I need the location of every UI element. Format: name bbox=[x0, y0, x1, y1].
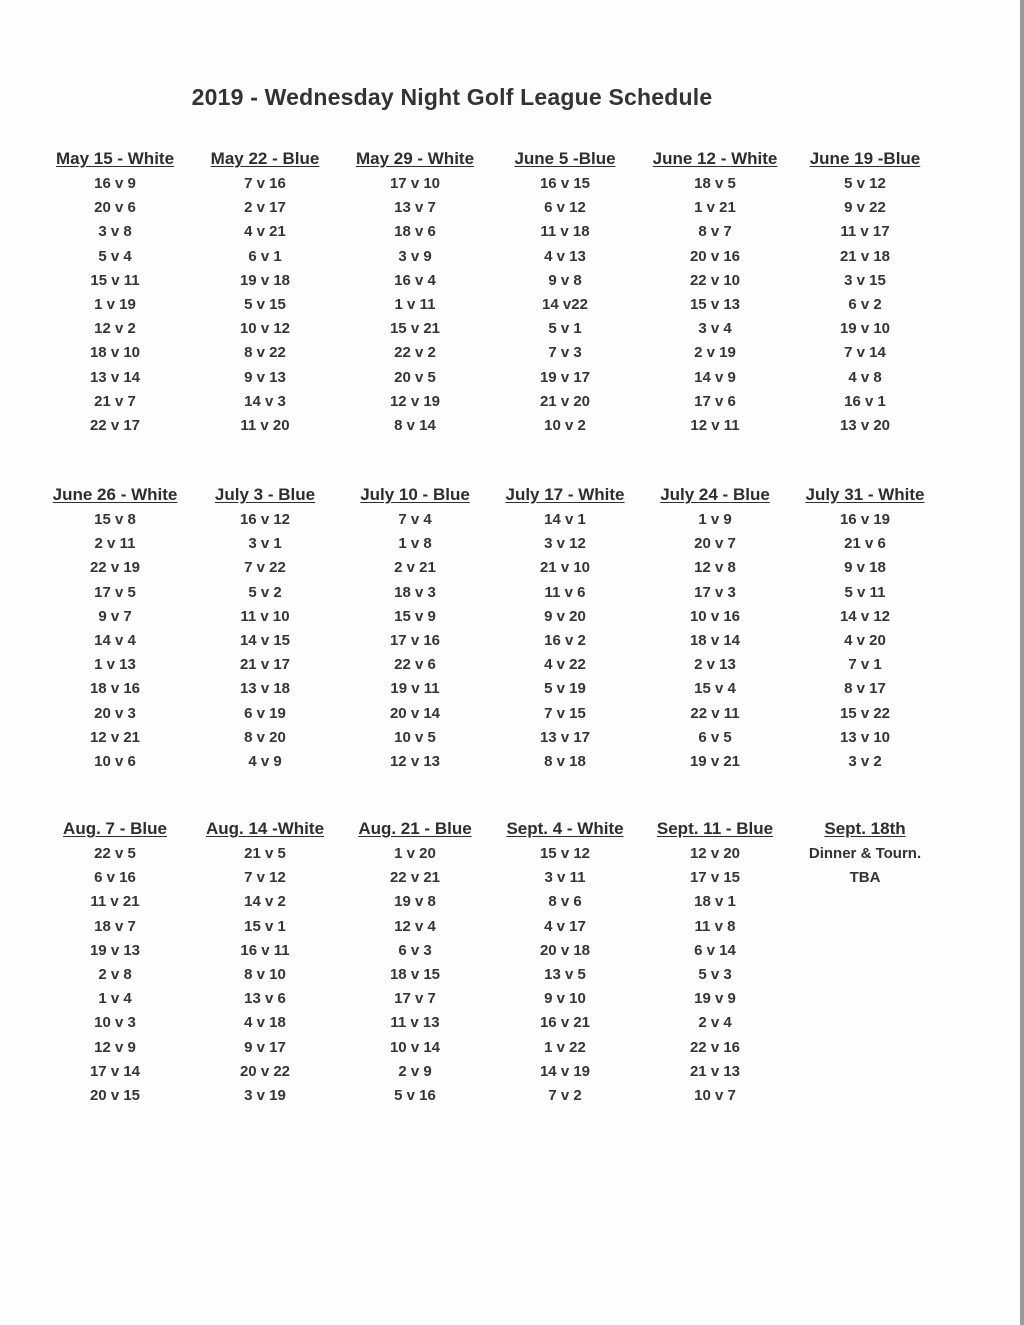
match: 4 v 8 bbox=[848, 368, 882, 386]
match: 16 v 11 bbox=[240, 941, 290, 959]
week-column bbox=[340, 816, 490, 1108]
match: 15 v 8 bbox=[94, 511, 136, 528]
match: 15 v 9 bbox=[394, 607, 436, 625]
week-date-header: May 29 - White bbox=[355, 149, 475, 168]
match: 22 v 2 bbox=[394, 344, 436, 362]
week-column bbox=[40, 816, 190, 1108]
match: 1 v 13 bbox=[94, 656, 136, 674]
match: 22 v 11 bbox=[690, 704, 740, 722]
match: 6 v 16 bbox=[94, 869, 136, 887]
match: 21 v 7 bbox=[94, 392, 136, 410]
match: 22 v 5 bbox=[94, 845, 136, 862]
page-title: 2019 - Wednesday Night Golf League Schedule bbox=[191, 84, 713, 110]
match: 12 v 13 bbox=[389, 752, 441, 770]
scan-edge bbox=[1020, 0, 1024, 1325]
match: 22 v 6 bbox=[394, 656, 436, 674]
match: 17 v 3 bbox=[694, 583, 736, 601]
match: 17 v 15 bbox=[689, 869, 741, 887]
match: 18 v 5 bbox=[694, 175, 736, 192]
match: 7 v 12 bbox=[244, 869, 286, 887]
match: 14 v 2 bbox=[244, 893, 286, 911]
week-column bbox=[340, 482, 490, 774]
match: 20 v 3 bbox=[94, 704, 136, 722]
match: 15 v 4 bbox=[694, 680, 736, 698]
match: 17 v 14 bbox=[89, 1062, 141, 1080]
match: 5 v 2 bbox=[248, 583, 282, 601]
match: 14 v 4 bbox=[94, 631, 136, 649]
match: 13 v 5 bbox=[544, 965, 586, 983]
week-column bbox=[40, 482, 190, 774]
match: 2 v 11 bbox=[94, 535, 136, 553]
match: 13 v 7 bbox=[394, 199, 436, 217]
match: 19 v 9 bbox=[694, 990, 736, 1008]
match: 10 v 2 bbox=[544, 416, 586, 434]
week-date-header: Sept. 18th bbox=[824, 819, 906, 838]
match: 3 v 11 bbox=[544, 869, 586, 887]
match: 6 v 14 bbox=[694, 941, 736, 959]
week-date-header: June 19 -Blue bbox=[809, 149, 921, 168]
match: 11 v 8 bbox=[694, 917, 736, 935]
match: 20 v 22 bbox=[239, 1062, 291, 1080]
match: 8 v 6 bbox=[548, 893, 582, 911]
match: 9 v 10 bbox=[544, 990, 586, 1008]
event-note: TBA bbox=[849, 869, 881, 886]
match: 15 v 22 bbox=[839, 704, 891, 722]
week-column bbox=[640, 146, 790, 438]
match: 19 v 8 bbox=[394, 893, 436, 911]
match: 5 v 12 bbox=[844, 175, 886, 192]
match: 10 v 5 bbox=[394, 728, 436, 746]
week-column bbox=[490, 482, 640, 774]
match: 1 v 4 bbox=[98, 990, 132, 1008]
match: 11 v 10 bbox=[240, 607, 290, 625]
match: 5 v 1 bbox=[548, 320, 582, 338]
match: 6 v 5 bbox=[698, 728, 732, 746]
match: 19 v 11 bbox=[390, 680, 440, 698]
match: 21 v 5 bbox=[244, 845, 286, 862]
match: 1 v 8 bbox=[398, 535, 432, 553]
match: 16 v 21 bbox=[539, 1014, 591, 1032]
match: 14 v 3 bbox=[244, 392, 286, 410]
match: 21 v 18 bbox=[839, 247, 891, 265]
match: 21 v 6 bbox=[844, 535, 886, 553]
match: 20 v 6 bbox=[94, 199, 136, 217]
week-date-header: July 3 - Blue bbox=[214, 485, 316, 504]
match: 18 v 10 bbox=[89, 344, 141, 362]
match: 14 v 12 bbox=[839, 607, 891, 625]
match: 14 v 15 bbox=[239, 631, 291, 649]
match: 19 v 13 bbox=[89, 941, 141, 959]
match: 3 v 12 bbox=[544, 535, 586, 553]
match: 2 v 13 bbox=[694, 656, 736, 674]
match: 2 v 17 bbox=[244, 199, 286, 217]
match: 6 v 3 bbox=[398, 941, 432, 959]
match: 3 v 1 bbox=[248, 535, 282, 553]
match: 1 v 11 bbox=[394, 295, 436, 313]
match: 4 v 22 bbox=[544, 656, 586, 674]
match: 8 v 22 bbox=[244, 344, 286, 362]
match: 9 v 8 bbox=[548, 271, 582, 289]
match: 2 v 4 bbox=[698, 1014, 732, 1032]
match: 3 v 15 bbox=[844, 271, 886, 289]
match: 21 v 13 bbox=[689, 1062, 741, 1080]
week-date-header: Sept. 11 - Blue bbox=[656, 819, 774, 838]
match: 20 v 18 bbox=[539, 941, 591, 959]
event-note: Dinner & Tourn. bbox=[808, 845, 922, 862]
match: 4 v 13 bbox=[544, 247, 586, 265]
match: 13 v 20 bbox=[839, 416, 891, 434]
match: 19 v 21 bbox=[689, 752, 741, 770]
match: 10 v 3 bbox=[94, 1014, 136, 1032]
match: 12 v 2 bbox=[94, 320, 136, 338]
week-date-header: June 12 - White bbox=[652, 149, 778, 168]
match: 7 v 1 bbox=[848, 656, 882, 674]
match: 8 v 18 bbox=[544, 752, 586, 770]
match: 18 v 6 bbox=[394, 223, 436, 241]
match: 20 v 7 bbox=[694, 535, 736, 553]
week-date-header: July 17 - White bbox=[505, 485, 625, 504]
match: 3 v 9 bbox=[398, 247, 432, 265]
week-column bbox=[790, 146, 940, 438]
match: 11 v 13 bbox=[390, 1014, 440, 1032]
match: 21 v 20 bbox=[539, 392, 591, 410]
match: 3 v 19 bbox=[244, 1086, 286, 1104]
match: 1 v 21 bbox=[694, 199, 736, 217]
match: 16 v 15 bbox=[539, 175, 591, 192]
match: 13 v 6 bbox=[244, 990, 286, 1008]
match: 17 v 10 bbox=[389, 175, 441, 192]
match: 12 v 4 bbox=[394, 917, 436, 935]
match: 11 v 21 bbox=[90, 893, 140, 911]
match: 4 v 9 bbox=[248, 752, 282, 770]
schedule-block bbox=[40, 482, 940, 774]
match: 6 v 1 bbox=[248, 247, 282, 265]
match: 10 v 6 bbox=[94, 752, 136, 770]
match: 9 v 18 bbox=[844, 559, 886, 577]
match: 17 v 16 bbox=[389, 631, 441, 649]
match: 9 v 20 bbox=[544, 607, 586, 625]
week-date-header: June 5 -Blue bbox=[514, 149, 616, 168]
match: 18 v 15 bbox=[389, 965, 441, 983]
match: 7 v 15 bbox=[544, 704, 586, 722]
match: 7 v 16 bbox=[244, 175, 286, 192]
match: 5 v 19 bbox=[544, 680, 586, 698]
match: 8 v 20 bbox=[244, 728, 286, 746]
match: 3 v 8 bbox=[98, 223, 132, 241]
match: 16 v 19 bbox=[839, 511, 891, 528]
schedule-block bbox=[40, 816, 940, 1108]
week-column bbox=[640, 816, 790, 1108]
week-column bbox=[190, 146, 340, 438]
match: 16 v 1 bbox=[844, 392, 886, 410]
match: 8 v 10 bbox=[244, 965, 286, 983]
week-column bbox=[340, 146, 490, 438]
match: 8 v 17 bbox=[844, 680, 886, 698]
match: 2 v 21 bbox=[394, 559, 436, 577]
match: 17 v 5 bbox=[94, 583, 136, 601]
week-column bbox=[490, 816, 640, 1108]
match: 7 v 22 bbox=[244, 559, 286, 577]
match: 20 v 14 bbox=[389, 704, 441, 722]
match: 20 v 16 bbox=[689, 247, 741, 265]
match: 6 v 12 bbox=[544, 199, 586, 217]
match: 12 v 9 bbox=[94, 1038, 136, 1056]
match: 15 v 12 bbox=[539, 845, 591, 862]
match: 5 v 3 bbox=[698, 965, 732, 983]
match: 11 v 17 bbox=[840, 223, 890, 241]
match: 5 v 15 bbox=[244, 295, 286, 313]
match: 19 v 17 bbox=[539, 368, 591, 386]
week-column bbox=[790, 816, 940, 1108]
match: 6 v 2 bbox=[848, 295, 882, 313]
match: 6 v 19 bbox=[244, 704, 286, 722]
match: 16 v 4 bbox=[394, 271, 436, 289]
match: 17 v 6 bbox=[694, 392, 736, 410]
match: 16 v 12 bbox=[239, 511, 291, 528]
match: 3 v 4 bbox=[698, 320, 732, 338]
week-date-header: Aug. 7 - Blue bbox=[63, 819, 167, 838]
match: 4 v 17 bbox=[544, 917, 586, 935]
match: 10 v 12 bbox=[239, 320, 291, 338]
week-column bbox=[190, 482, 340, 774]
match: 13 v 10 bbox=[839, 728, 891, 746]
match: 15 v 11 bbox=[90, 271, 140, 289]
week-column bbox=[490, 146, 640, 438]
match: 10 v 16 bbox=[689, 607, 741, 625]
match: 5 v 4 bbox=[98, 247, 132, 265]
match: 22 v 21 bbox=[389, 869, 441, 887]
match: 21 v 10 bbox=[539, 559, 591, 577]
match: 4 v 21 bbox=[244, 223, 286, 241]
match: 8 v 7 bbox=[698, 223, 732, 241]
week-date-header: Sept. 4 - White bbox=[506, 819, 624, 838]
match: 18 v 1 bbox=[694, 893, 736, 911]
match: 1 v 9 bbox=[698, 511, 732, 528]
match: 2 v 9 bbox=[398, 1062, 432, 1080]
match: 14 v 9 bbox=[694, 368, 736, 386]
match: 7 v 4 bbox=[398, 511, 432, 528]
match: 1 v 22 bbox=[544, 1038, 586, 1056]
schedule-block bbox=[40, 146, 940, 438]
match: 4 v 18 bbox=[244, 1014, 286, 1032]
match: 22 v 10 bbox=[689, 271, 741, 289]
match: 16 v 9 bbox=[94, 175, 136, 192]
match: 12 v 19 bbox=[389, 392, 441, 410]
week-date-header: June 26 - White bbox=[52, 485, 178, 504]
match: 1 v 19 bbox=[94, 295, 136, 313]
match: 7 v 14 bbox=[844, 344, 886, 362]
match: 19 v 10 bbox=[839, 320, 891, 338]
match: 5 v 11 bbox=[844, 583, 886, 601]
match: 15 v 21 bbox=[389, 320, 441, 338]
match: 7 v 3 bbox=[548, 344, 582, 362]
week-date-header: Aug. 21 - Blue bbox=[358, 819, 472, 838]
match: 2 v 8 bbox=[98, 965, 132, 983]
match: 19 v 18 bbox=[239, 271, 291, 289]
match: 12 v 8 bbox=[694, 559, 736, 577]
match: 20 v 15 bbox=[89, 1086, 141, 1104]
match: 7 v 2 bbox=[548, 1086, 582, 1104]
match: 12 v 21 bbox=[89, 728, 141, 746]
match: 9 v 7 bbox=[98, 607, 132, 625]
match: 15 v 1 bbox=[244, 917, 286, 935]
match: 8 v 14 bbox=[394, 416, 436, 434]
week-date-header: July 31 - White bbox=[805, 485, 925, 504]
match: 14 v 19 bbox=[539, 1062, 591, 1080]
match: 10 v 7 bbox=[694, 1086, 736, 1104]
match: 3 v 2 bbox=[848, 752, 882, 770]
match: 22 v 17 bbox=[89, 416, 141, 434]
match: 15 v 13 bbox=[689, 295, 741, 313]
week-date-header: May 22 - Blue bbox=[210, 149, 320, 168]
match: 9 v 17 bbox=[244, 1038, 286, 1056]
match: 13 v 14 bbox=[89, 368, 141, 386]
match: 14 v22 bbox=[542, 295, 588, 313]
match: 16 v 2 bbox=[544, 631, 586, 649]
match: 18 v 14 bbox=[689, 631, 741, 649]
match: 5 v 16 bbox=[394, 1086, 436, 1104]
week-date-header: July 24 - Blue bbox=[660, 485, 770, 504]
match: 18 v 16 bbox=[89, 680, 141, 698]
week-column bbox=[790, 482, 940, 774]
match: 13 v 17 bbox=[539, 728, 591, 746]
match: 18 v 7 bbox=[94, 917, 136, 935]
match: 10 v 14 bbox=[389, 1038, 441, 1056]
match: 20 v 5 bbox=[394, 368, 436, 386]
match: 12 v 20 bbox=[689, 845, 741, 862]
week-date-header: May 15 - White bbox=[55, 149, 175, 168]
match: 12 v 11 bbox=[690, 416, 740, 434]
match: 4 v 20 bbox=[844, 631, 886, 649]
match: 13 v 18 bbox=[239, 680, 291, 698]
match: 11 v 20 bbox=[240, 416, 290, 434]
match: 9 v 13 bbox=[244, 368, 286, 386]
match: 22 v 19 bbox=[89, 559, 141, 577]
match: 9 v 22 bbox=[844, 199, 886, 217]
week-column bbox=[190, 816, 340, 1108]
match: 21 v 17 bbox=[239, 656, 291, 674]
week-date-header: July 10 - Blue bbox=[360, 485, 470, 504]
week-date-header: Aug. 14 -White bbox=[205, 819, 325, 838]
match: 14 v 1 bbox=[544, 511, 586, 528]
match: 22 v 16 bbox=[689, 1038, 741, 1056]
match: 17 v 7 bbox=[394, 990, 436, 1008]
match: 18 v 3 bbox=[394, 583, 436, 601]
match: 1 v 20 bbox=[394, 845, 436, 862]
match: 11 v 18 bbox=[540, 223, 590, 241]
match: 2 v 19 bbox=[694, 344, 736, 362]
week-column bbox=[640, 482, 790, 774]
match: 11 v 6 bbox=[544, 583, 586, 601]
week-column bbox=[40, 146, 190, 438]
